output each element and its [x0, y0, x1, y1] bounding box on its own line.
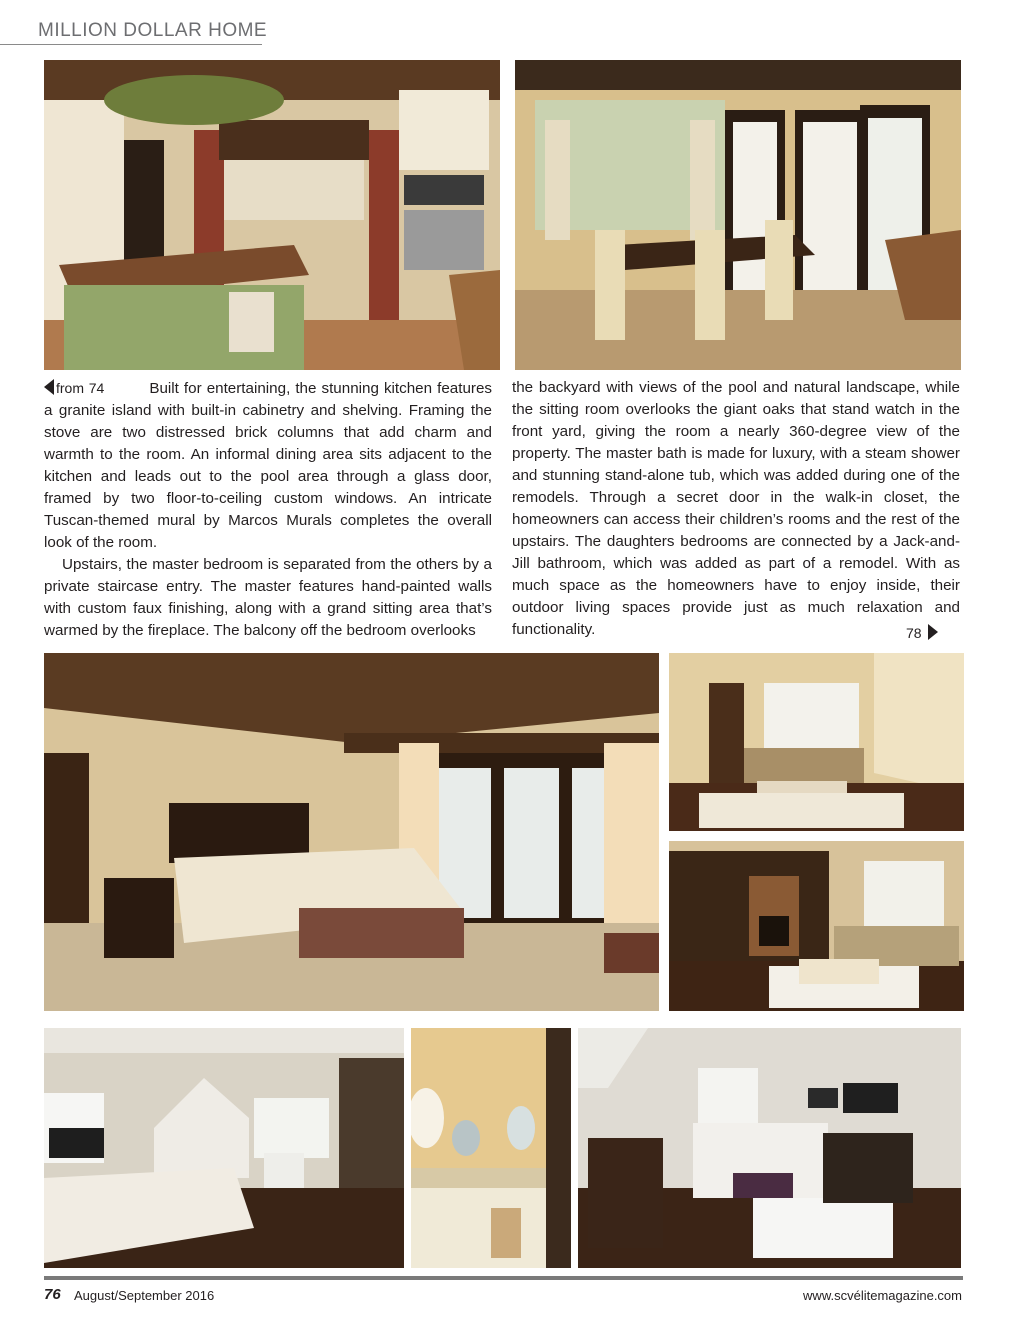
vanity-bathroom-photo [411, 1028, 571, 1268]
issue-date: August/September 2016 [74, 1288, 215, 1303]
arrow-right-icon [928, 624, 938, 640]
footer-rule [44, 1276, 963, 1280]
jump-from-label: from 74 [44, 380, 104, 396]
sitting-room-photo [669, 653, 964, 831]
website-url: www.scvélitemagazine.com [803, 1288, 962, 1303]
section-title: MILLION DOLLAR HOME [38, 20, 268, 41]
page-number: 76 [44, 1286, 61, 1303]
daughter-bedroom-photo [44, 1028, 404, 1268]
article-column-2 [512, 377, 960, 641]
header-rule [0, 44, 262, 45]
article-paragraph-2: Upstairs, the master bedroom is separated from the others by a private staircase entry. The master features hand-painted walls with custom faux finishing, along with a grand sitting area that’s warmed by the fireplace. The balcony off the bedroom overlooks [44, 556, 492, 639]
dining-area-photo [515, 60, 961, 370]
kitchen-photo [44, 60, 500, 370]
article-paragraph-1: Built for entertaining, the stunning kitchen features a granite island with built-in cabinetry and shelving. Framing the stove are two distressed brick columns that add charm and warmth to the room. An informal dining area sits adjacent to the kitchen and leads out to the pool area through a glass door, framed by two floor-to-ceiling custom windows. An intricate Tuscan-themed mural by Marcos Murals completes the overall look of the room. [44, 380, 492, 551]
fireplace-sitting-room-photo [669, 841, 964, 1011]
jump-to-label: 78 [906, 624, 938, 641]
arrow-left-icon [44, 379, 54, 395]
article-column-1 [44, 377, 492, 642]
second-daughter-bedroom-photo [578, 1028, 961, 1268]
master-bedroom-photo [44, 653, 659, 1011]
article-paragraph-3: the backyard with views of the pool and natural landscape, while the sitting room overlooks the giant oaks that stand watch in the front yard, giving the room a nearly 360-degree view of the property. The master bath is made for luxury, with a steam shower and stunning stand-alone tub, which was added during one of the remodels. Through a secret door in the walk-in closet, the homeowners can access their children’s rooms and the rest of the upstairs. The daughters bedrooms are connected by a Jack-and-Jill bathroom, which was added as part of a remodel. With as much space as the homeowners have to enjoy inside, their outdoor living spaces provide just as much relaxation and functionality. [512, 379, 960, 638]
